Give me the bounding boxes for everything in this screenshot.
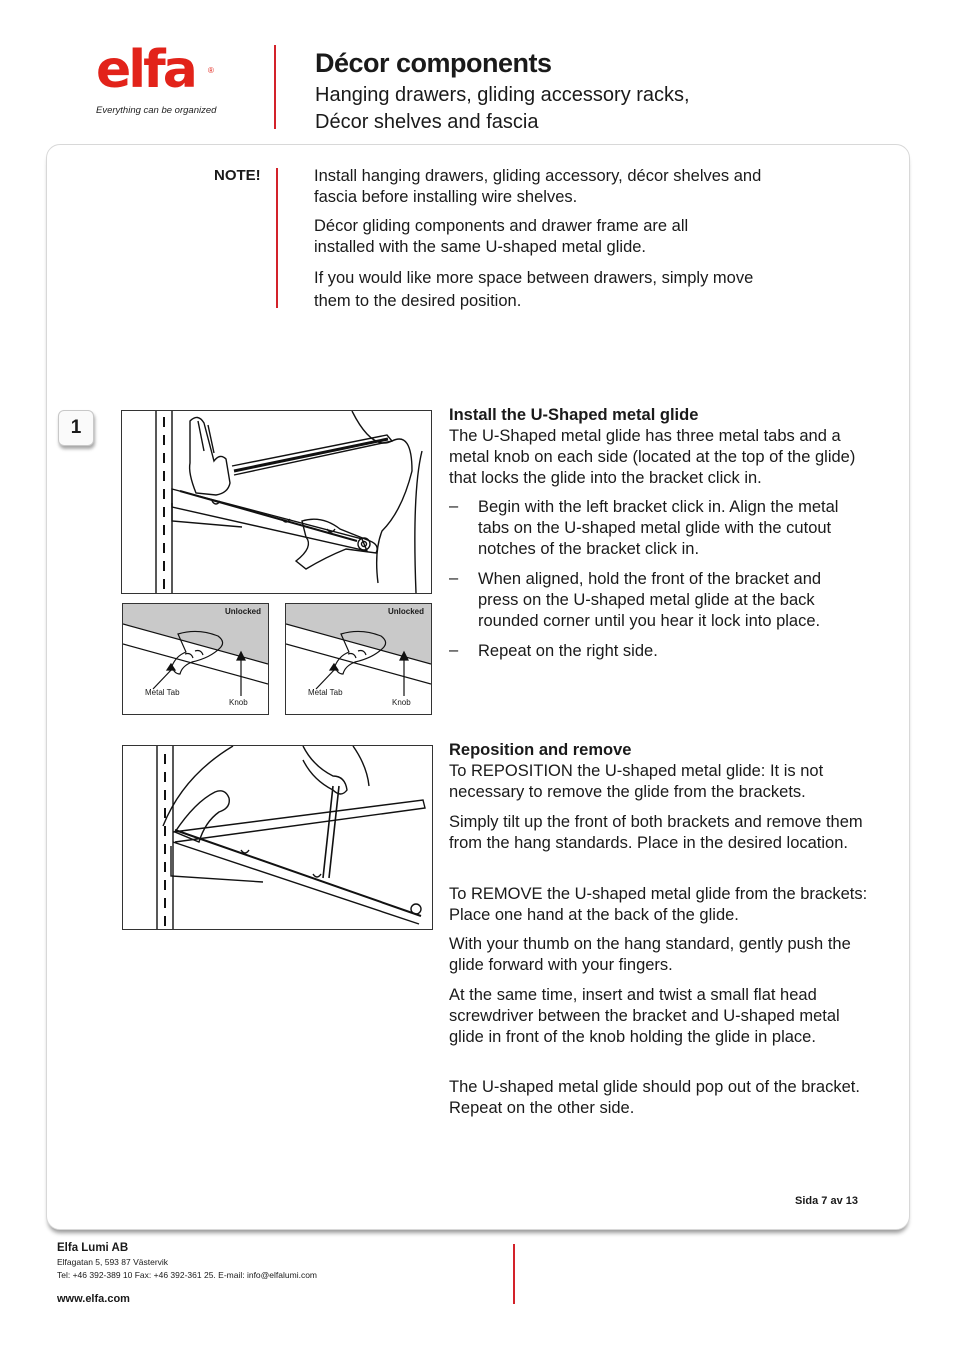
knob-label: Knob	[392, 698, 411, 707]
reposition-illustration	[122, 745, 433, 930]
subtitle-line: Décor shelves and fascia	[315, 111, 539, 133]
logo-tagline: Everything can be organized	[96, 105, 217, 116]
detail-state-label: Unlocked	[388, 607, 425, 616]
bullet-dash: –	[449, 569, 459, 587]
install-step: When aligned, hold the front of the bracket and press on the U-shaped metal glide at the back rounded corner until you hear it lock into place.	[478, 570, 822, 630]
install-step: Repeat on the right side.	[478, 642, 658, 660]
detail-state-label: Unlocked	[225, 607, 262, 616]
header-divider	[274, 45, 276, 129]
install-illustration	[121, 410, 432, 594]
subtitle-line: Hanging drawers, gliding accessory racks,	[315, 84, 690, 106]
footer-contact: Tel: +46 392-389 10 Fax: +46 392-361 25. E-mail: info@elfalumi.com	[57, 1270, 317, 1280]
reposition-paragraph: To REMOVE the U-shaped metal glide from the brackets: Place one hand at the back of the glide.	[449, 885, 868, 924]
bullet-dash: –	[449, 641, 459, 659]
reposition-paragraph: To REPOSITION the U-shaped metal glide: It is not necessary to remove the glide from the brackets.	[449, 762, 824, 801]
footer-company: Elfa Lumi AB	[57, 1242, 129, 1254]
reposition-paragraph: With your thumb on the hang standard, gently push the glide forward with your fingers.	[449, 935, 851, 974]
page-subtitle	[315, 82, 755, 136]
note-paragraph: Décor gliding components and drawer frame are all installed with the same U-shaped metal glide.	[314, 217, 689, 256]
elfa-logo: elfa	[96, 40, 195, 100]
reposition-paragraph: At the same time, insert and twist a small flat head screwdriver between the bracket and U-shaped metal glide in front of the knob holding the glide in place.	[449, 986, 840, 1046]
install-heading: Install the U-Shaped metal glide	[449, 406, 699, 424]
footer-divider	[513, 1244, 515, 1304]
install-drawing	[122, 411, 431, 593]
note-paragraph: Install hanging drawers, gliding accessory, décor shelves and fascia before installing wire shelves.	[314, 167, 762, 206]
detail-illustration-right	[285, 603, 432, 715]
note-divider	[276, 168, 278, 308]
knob-label: Knob	[229, 698, 248, 707]
note-paragraph: If you would like more space between drawers, simply move them to the desired position.	[314, 269, 754, 310]
step-number-badge: 1	[58, 410, 94, 446]
reposition-paragraph: Simply tilt up the front of both brackets and remove them from the hang standards. Place in the desired location.	[449, 813, 863, 852]
metal-tab-label: Metal Tab	[308, 688, 343, 697]
footer-website-link[interactable]: www.elfa.com	[57, 1293, 130, 1305]
page-number: Sida 7 av 13	[795, 1195, 858, 1207]
footer-address: Elfagatan 5, 593 87 Västervik	[57, 1257, 169, 1267]
note-label: NOTE!	[214, 167, 261, 184]
page-title: Décor components	[315, 48, 552, 78]
reposition-heading: Reposition and remove	[449, 741, 632, 759]
reposition-paragraph: The U-shaped metal glide should pop out of the bracket. Repeat on the other side.	[449, 1078, 860, 1117]
install-intro: The U-Shaped metal glide has three metal tabs and a metal knob on each side (located at the top of the glide) that locks the glide into the bracket click in.	[449, 427, 856, 487]
registered-mark: ®	[208, 66, 214, 75]
bullet-dash: –	[449, 497, 459, 515]
detail-illustration-left	[122, 603, 269, 715]
metal-tab-label: Metal Tab	[145, 688, 180, 697]
install-step: Begin with the left bracket click in. Align the metal tabs on the U-shaped metal glide with the cutout notches of the bracket click in.	[478, 498, 839, 558]
